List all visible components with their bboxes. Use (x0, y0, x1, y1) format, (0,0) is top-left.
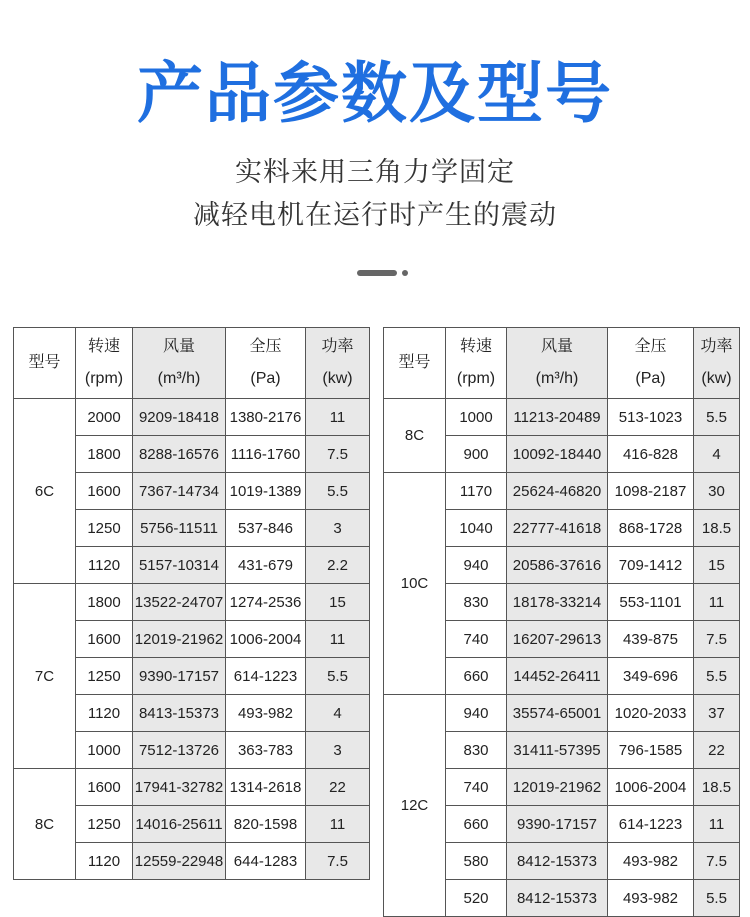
speed-cell: 740 (446, 621, 507, 658)
pressure-cell: 431-679 (226, 547, 306, 584)
power-cell: 3 (306, 732, 370, 769)
pressure-cell: 868-1728 (608, 510, 694, 547)
header-airflow (507, 328, 608, 399)
header-airflow-unit: (m³/h) (157, 370, 201, 387)
speed-cell: 1600 (76, 473, 133, 510)
speed-cell: 660 (446, 806, 507, 843)
speed-cell: 1250 (76, 510, 133, 547)
header-pressure (226, 328, 306, 399)
speed-cell: 2000 (76, 399, 133, 436)
header-row (14, 328, 370, 399)
airflow-cell: 9390-17157 (507, 806, 608, 843)
airflow-cell: 14016-25611 (133, 806, 226, 843)
table-row (14, 769, 370, 806)
model-cell: 12C (384, 695, 446, 917)
speed-cell: 940 (446, 695, 507, 732)
speed-cell: 1120 (76, 843, 133, 880)
power-cell: 7.5 (306, 843, 370, 880)
spec-table-right (383, 327, 740, 917)
table-body (14, 399, 370, 880)
power-cell: 15 (306, 584, 370, 621)
airflow-cell: 8412-15373 (507, 880, 608, 917)
power-cell: 11 (306, 399, 370, 436)
speed-cell: 1250 (76, 806, 133, 843)
power-cell: 15 (694, 547, 740, 584)
power-cell: 5.5 (694, 399, 740, 436)
power-cell: 11 (694, 584, 740, 621)
model-cell: 8C (14, 769, 76, 880)
table-body (384, 399, 740, 917)
speed-cell: 1250 (76, 658, 133, 695)
airflow-cell: 12559-22948 (133, 843, 226, 880)
airflow-cell: 20586-37616 (507, 547, 608, 584)
power-cell: 7.5 (306, 436, 370, 473)
speed-cell: 520 (446, 880, 507, 917)
speed-cell: 1600 (76, 769, 133, 806)
table-row (14, 584, 370, 621)
header-model (14, 328, 76, 399)
speed-cell: 580 (446, 843, 507, 880)
airflow-cell: 14452-26411 (507, 658, 608, 695)
header-airflow-label: 风量 (540, 338, 573, 355)
page-title: 产品参数及型号 (137, 55, 613, 132)
header-speed-unit: (rpm) (84, 370, 124, 387)
airflow-cell: 12019-21962 (133, 621, 226, 658)
power-cell: 18.5 (694, 769, 740, 806)
speed-cell: 740 (446, 769, 507, 806)
airflow-cell: 17941-32782 (133, 769, 226, 806)
pressure-cell: 493-982 (608, 843, 694, 880)
power-cell: 22 (306, 769, 370, 806)
power-cell: 7.5 (694, 843, 740, 880)
pressure-cell: 614-1223 (226, 658, 306, 695)
speed-cell: 1800 (76, 436, 133, 473)
pressure-cell: 553-1101 (608, 584, 694, 621)
model-cell: 10C (384, 473, 446, 695)
airflow-cell: 22777-41618 (507, 510, 608, 547)
header-airflow-unit: (m³/h) (535, 370, 579, 387)
subtitle-line-2: 减轻电机在运行时产生的震动 (193, 200, 557, 231)
pressure-cell: 439-875 (608, 621, 694, 658)
speed-cell: 1120 (76, 695, 133, 732)
airflow-cell: 5756-11511 (133, 510, 226, 547)
table-row (384, 695, 740, 732)
airflow-cell: 8288-16576 (133, 436, 226, 473)
speed-cell: 830 (446, 732, 507, 769)
divider-dot (402, 270, 408, 276)
header-speed-label: 转速 (459, 338, 492, 355)
power-cell: 4 (694, 436, 740, 473)
header-pressure (608, 328, 694, 399)
pressure-cell: 644-1283 (226, 843, 306, 880)
header-model-label: 型号 (28, 354, 61, 371)
header-row (384, 328, 740, 399)
pressure-cell: 1006-2004 (226, 621, 306, 658)
speed-cell: 940 (446, 547, 507, 584)
speed-cell: 1170 (446, 473, 507, 510)
speed-cell: 1800 (76, 584, 133, 621)
pressure-cell: 614-1223 (608, 806, 694, 843)
pressure-cell: 1019-1389 (226, 473, 306, 510)
power-cell: 22 (694, 732, 740, 769)
pressure-cell: 1020-2033 (608, 695, 694, 732)
header-speed-unit: (rpm) (456, 370, 496, 387)
pressure-cell: 1274-2536 (226, 584, 306, 621)
pressure-cell: 363-783 (226, 732, 306, 769)
header-power (694, 328, 740, 399)
header-model-label: 型号 (398, 354, 431, 371)
speed-cell: 900 (446, 436, 507, 473)
table-row (384, 473, 740, 510)
power-cell: 3 (306, 510, 370, 547)
power-cell: 5.5 (694, 880, 740, 917)
airflow-cell: 31411-57395 (507, 732, 608, 769)
pressure-cell: 709-1412 (608, 547, 694, 584)
airflow-cell: 16207-29613 (507, 621, 608, 658)
power-cell: 2.2 (306, 547, 370, 584)
speed-cell: 660 (446, 658, 507, 695)
subtitle-line-1: 实料来用三角力学固定 (235, 157, 515, 188)
power-cell: 7.5 (694, 621, 740, 658)
section-divider (357, 270, 409, 276)
power-cell: 5.5 (694, 658, 740, 695)
pressure-cell: 349-696 (608, 658, 694, 695)
header-pressure-label: 全压 (249, 338, 282, 355)
airflow-cell: 9390-17157 (133, 658, 226, 695)
header-speed-label: 转速 (87, 338, 120, 355)
power-cell: 5.5 (306, 473, 370, 510)
power-cell: 4 (306, 695, 370, 732)
power-cell: 18.5 (694, 510, 740, 547)
airflow-cell: 10092-18440 (507, 436, 608, 473)
header-power (306, 328, 370, 399)
speed-cell: 830 (446, 584, 507, 621)
speed-cell: 1040 (446, 510, 507, 547)
airflow-cell: 7367-14734 (133, 473, 226, 510)
header-power-label: 功率 (321, 338, 354, 355)
pressure-cell: 820-1598 (226, 806, 306, 843)
header-model (384, 328, 446, 399)
airflow-cell: 8412-15373 (507, 843, 608, 880)
pressure-cell: 796-1585 (608, 732, 694, 769)
airflow-cell: 7512-13726 (133, 732, 226, 769)
airflow-cell: 18178-33214 (507, 584, 608, 621)
airflow-cell: 5157-10314 (133, 547, 226, 584)
model-cell: 6C (14, 399, 76, 584)
airflow-cell: 11213-20489 (507, 399, 608, 436)
airflow-cell: 35574-65001 (507, 695, 608, 732)
header-power-unit: (kw) (701, 370, 732, 387)
power-cell: 11 (306, 621, 370, 658)
pressure-cell: 513-1023 (608, 399, 694, 436)
pressure-cell: 1314-2618 (226, 769, 306, 806)
header-pressure-unit: (Pa) (250, 370, 281, 387)
airflow-cell: 9209-18418 (133, 399, 226, 436)
pressure-cell: 493-982 (608, 880, 694, 917)
pressure-cell: 1006-2004 (608, 769, 694, 806)
model-cell: 7C (14, 584, 76, 769)
airflow-cell: 13522-24707 (133, 584, 226, 621)
model-cell: 8C (384, 399, 446, 473)
pressure-cell: 1116-1760 (226, 436, 306, 473)
power-cell: 5.5 (306, 658, 370, 695)
speed-cell: 1000 (76, 732, 133, 769)
power-cell: 30 (694, 473, 740, 510)
speed-cell: 1120 (76, 547, 133, 584)
header-airflow (133, 328, 226, 399)
table-row (14, 399, 370, 436)
header-power-unit: (kw) (322, 370, 353, 387)
pressure-cell: 1098-2187 (608, 473, 694, 510)
pressure-cell: 493-982 (226, 695, 306, 732)
pressure-cell: 537-846 (226, 510, 306, 547)
header-airflow-label: 风量 (162, 338, 195, 355)
airflow-cell: 8413-15373 (133, 695, 226, 732)
header-power-label: 功率 (700, 338, 733, 355)
header-pressure-unit: (Pa) (635, 370, 666, 387)
power-cell: 11 (306, 806, 370, 843)
header-pressure-label: 全压 (634, 338, 667, 355)
power-cell: 37 (694, 695, 740, 732)
speed-cell: 1000 (446, 399, 507, 436)
spec-table-left (13, 327, 370, 880)
airflow-cell: 12019-21962 (507, 769, 608, 806)
header-speed (76, 328, 133, 399)
power-cell: 11 (694, 806, 740, 843)
divider-bar (357, 270, 397, 276)
table-row (384, 399, 740, 436)
airflow-cell: 25624-46820 (507, 473, 608, 510)
header-speed (446, 328, 507, 399)
speed-cell: 1600 (76, 621, 133, 658)
pressure-cell: 1380-2176 (226, 399, 306, 436)
pressure-cell: 416-828 (608, 436, 694, 473)
